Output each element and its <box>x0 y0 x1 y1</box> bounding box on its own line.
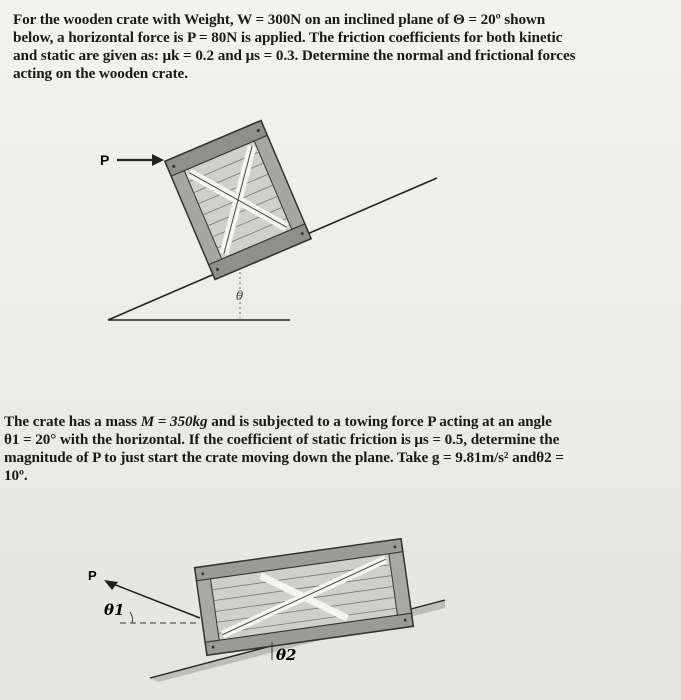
force-p-label: P <box>88 568 97 583</box>
figure-2-towed-crate <box>0 500 681 700</box>
problem-2-line: 10º. <box>4 467 28 484</box>
force-p-arrowhead <box>152 154 164 166</box>
theta1-label: θ1 <box>104 601 125 619</box>
problem-2-text <box>4 413 676 485</box>
problem-1-line: and static are given as: μk = 0.2 and μs = 0.3. Determine the normal and frictional forces <box>13 47 576 64</box>
problem-2-mass: M = 350kg <box>140 413 208 430</box>
problem-2-line <box>4 413 676 431</box>
theta1-arc <box>130 612 133 623</box>
theta2-label: θ2 <box>276 646 297 664</box>
problem-2-line: magnitude of P to just start the crate moving down the plane. Take g = 9.81m/s² andθ2 = <box>4 449 564 466</box>
problem-2-line-1-pre: The crate has a mass <box>4 413 141 430</box>
wooden-crate <box>195 539 413 655</box>
force-p-label: P <box>100 152 110 168</box>
problem-1-line: acting on the wooden crate. <box>13 65 188 82</box>
wooden-crate <box>165 121 311 279</box>
problem-2-line-1-post: and is subjected to a towing force P acting at an angle <box>207 413 552 430</box>
angle-theta-label: θ <box>236 289 244 303</box>
problem-2-line: θ1 = 20° with the horizontal. If the coefficient of static friction is μs = 0.5, determine the <box>4 431 560 448</box>
problem-1-line: For the wooden crate with Weight, W = 300N on an inclined plane of Θ = 20º shown <box>13 11 546 28</box>
problem-1-line: below, a horizontal force is P = 80N is applied. The friction coefficients for both kinetic <box>13 29 563 46</box>
